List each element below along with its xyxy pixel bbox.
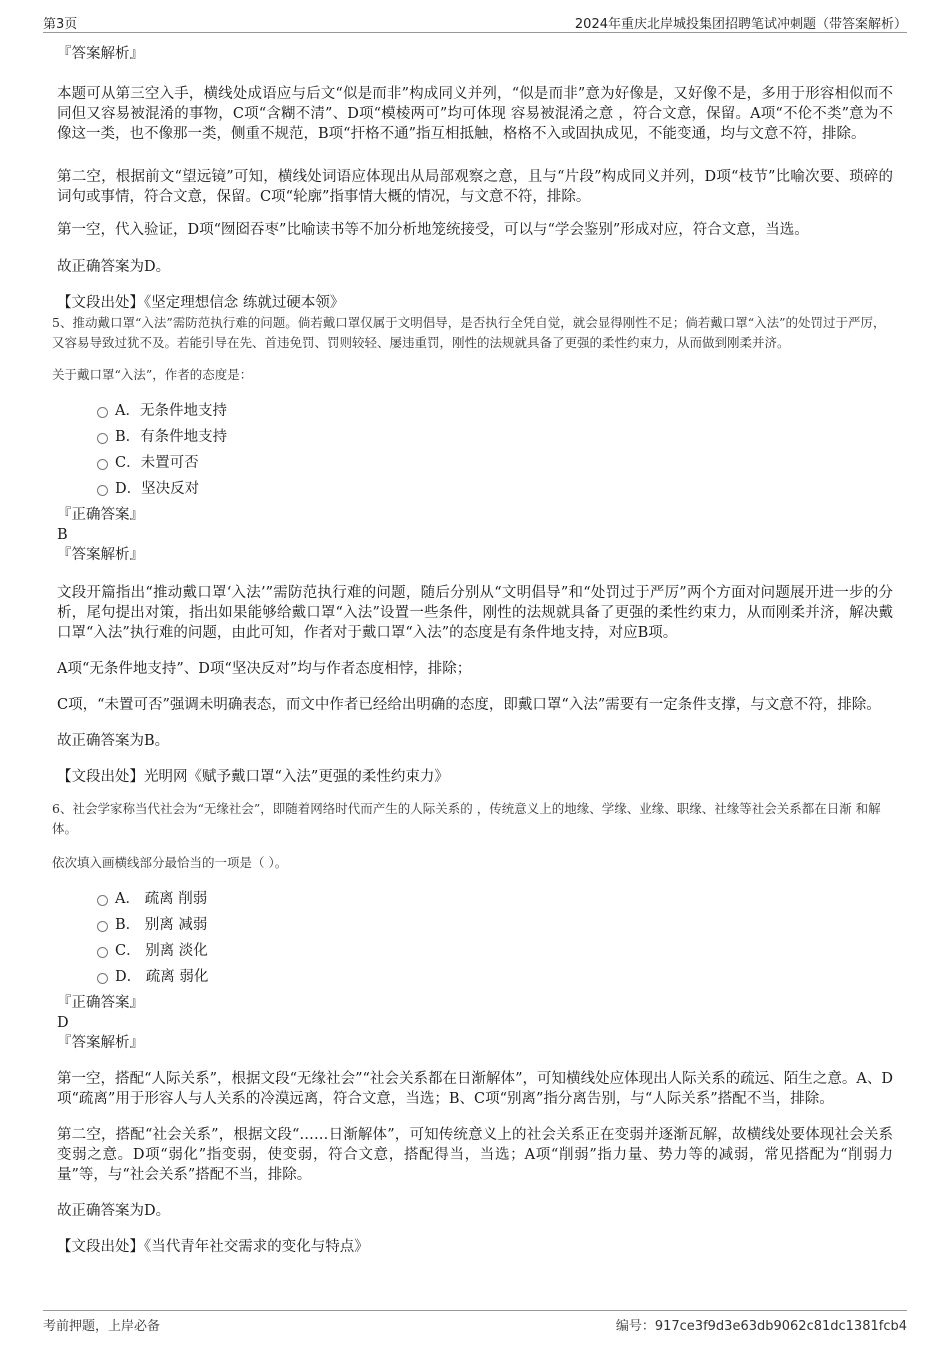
correct-answer: D xyxy=(57,1015,69,1031)
option-label: A． 疏离 削弱 xyxy=(115,891,208,907)
analysis-paragraph: 第一空，搭配“人际关系”，根据文段“无缘社会”“社会关系都在日渐解体”，可知横线处应体现出人际关系的疏远、陌生之意。A、D项“疏离”用于形容人与人关系的冷漠远离，符合文意，当选；B、C项“别离”指分离告别，与“人际关系”搭配不当，排除。 xyxy=(57,1071,893,1107)
option-c[interactable] xyxy=(57,453,893,479)
option-label: D． 疏离 弱化 xyxy=(115,969,209,985)
page-number: 第3页 xyxy=(43,17,78,32)
correct-answer-label: 『正确答案』 xyxy=(57,995,144,1011)
answer-conclusion: 故正确答案为D。 xyxy=(57,259,171,275)
option-a[interactable] xyxy=(57,401,893,427)
radio-button[interactable] xyxy=(97,485,108,496)
radio-button[interactable] xyxy=(97,947,108,958)
options-list xyxy=(57,401,893,505)
analysis-paragraph: 文段开篇指出“推动戴口罩‘入法’”需防范执行难的问题，随后分别从“文明倡导”和“处罚过于严厉”两个方面对问题展开进一步的分析，尾句提出对策，指出如果能够给戴口罩“入法”设置一些条件，刚性的法规就具备了更强的柔性约束力，从而刚柔并济，解决戴口罩“入法”执行难的问题，由此可知，作者对于戴口罩“入法”的态度是有条件地支持，对应B项。 xyxy=(57,585,893,641)
option-label: A．无条件地支持 xyxy=(115,403,227,419)
document-id: 编号：917ce3f9d3e63db9062c81dc1381fcb4 xyxy=(615,1319,907,1334)
question-stem: 5、推动戴口罩“入法”需防范执行难的问题。倘若戴口罩仅属于文明倡导，是否执行全凭自觉，就会显得刚性不足；倘若戴口罩“入法”的处罚过于严厉，又容易导致过犹不及。若能引导在先、首违免罚、罚则较轻、屡违重罚，刚性的法规就具备了更强的柔性约束力，从而做到刚柔并济。 xyxy=(52,315,886,350)
radio-button[interactable] xyxy=(97,973,108,984)
analysis-paragraph: 第二空，根据前文“望远镜”可知，横线处词语应体现出从局部观察之意，且与“片段”构成同义并列，D项“枝节”比喻次要、琐碎的词句或事情，符合文意，保留。C项“轮廓”指事情大概的情况，与文意不符，排除。 xyxy=(57,169,893,205)
options-list xyxy=(57,889,893,993)
option-d[interactable] xyxy=(57,479,893,505)
option-a[interactable] xyxy=(57,889,893,915)
option-label: B． 别离 减弱 xyxy=(115,917,208,933)
analysis-paragraph: C项，“未置可否”强调未明确表态，而文中作者已经给出明确的态度，即戴口罩“入法”需要有一定条件支撑，与文意不符，排除。 xyxy=(57,697,881,713)
analysis-label: 『答案解析』 xyxy=(57,46,144,62)
option-label: B．有条件地支持 xyxy=(115,429,228,445)
source-citation: 【文段出处】《坚定理想信念 练就过硬本领》 xyxy=(57,295,345,311)
correct-answer: B xyxy=(57,527,68,543)
page-footer xyxy=(43,1310,907,1335)
page-header xyxy=(43,10,907,33)
option-b[interactable] xyxy=(57,915,893,941)
radio-button[interactable] xyxy=(97,407,108,418)
option-b[interactable] xyxy=(57,427,893,453)
correct-answer-label: 『正确答案』 xyxy=(57,507,144,523)
option-label: C． 别离 淡化 xyxy=(115,943,208,959)
radio-button[interactable] xyxy=(97,433,108,444)
option-label: C．未置可否 xyxy=(115,455,199,471)
source-citation: 【文段出处】《当代青年社交需求的变化与特点》 xyxy=(57,1239,369,1255)
analysis-paragraph: 第一空，代入验证，D项“囫囵吞枣”比喻读书等不加分析地笼统接受，可以与“学会鉴别”形成对应，符合文意，当选。 xyxy=(57,222,809,238)
analysis-label: 『答案解析』 xyxy=(57,1035,144,1051)
source-citation: 【文段出处】光明网《赋予戴口罩“入法”更强的柔性约束力》 xyxy=(57,769,449,785)
question-prompt: 关于戴口罩“入法”，作者的态度是： xyxy=(52,367,253,382)
radio-button[interactable] xyxy=(97,895,108,906)
page-content xyxy=(52,44,893,1257)
document-title: 2024年重庆北岸城投集团招聘笔试冲刺题（带答案解析） xyxy=(574,17,907,32)
question-stem: 6、社会学家称当代社会为“无缘社会”，即随着网络时代而产生的人际关系的 ，传统意义上的地缘、学缘、业缘、职缘、社缘等社会关系都在日渐 和解体。 xyxy=(52,801,881,836)
answer-conclusion: 故正确答案为D。 xyxy=(57,1203,171,1219)
option-label: D．坚决反对 xyxy=(115,481,200,497)
option-d[interactable] xyxy=(57,967,893,993)
footer-slogan: 考前押题，上岸必备 xyxy=(43,1319,161,1334)
analysis-label: 『答案解析』 xyxy=(57,547,144,563)
answer-conclusion: 故正确答案为B。 xyxy=(57,733,170,749)
radio-button[interactable] xyxy=(97,459,108,470)
analysis-paragraph: 本题可从第三空入手，横线处成语应与后文“似是而非”构成同义并列，“似是而非”意为好像是，又好像不是，多用于形容相似而不同但又容易被混淆的事物，C项“含糊不清”、D项“模棱两可”均可体现 容易被混淆之意 ，符合文意，保留。A项“不伦不类”意为不像这一类，也不像那一类，侧重不规范，B项“扞格不通”指互相抵触，格格不入或固执成见，不能变通，均与文意不符，排除。 xyxy=(57,86,893,142)
option-c[interactable] xyxy=(57,941,893,967)
analysis-paragraph: 第二空，搭配“社会关系”，根据文段“……日渐解体”，可知传统意义上的社会关系正在变弱并逐渐瓦解，故横线处要体现社会关系变弱之意。D项“弱化”指变弱，使变弱，符合文意，搭配得当，当选；A项“削弱”指力量、势力等的减弱，常见搭配为“削弱力量”等，与“社会关系”搭配不当，排除。 xyxy=(57,1127,893,1183)
analysis-paragraph: A项“无条件地支持”、D项“坚决反对”均与作者态度相悖，排除； xyxy=(57,661,472,677)
question-prompt: 依次填入画横线部分最恰当的一项是（ ）。 xyxy=(52,855,288,870)
radio-button[interactable] xyxy=(97,921,108,932)
